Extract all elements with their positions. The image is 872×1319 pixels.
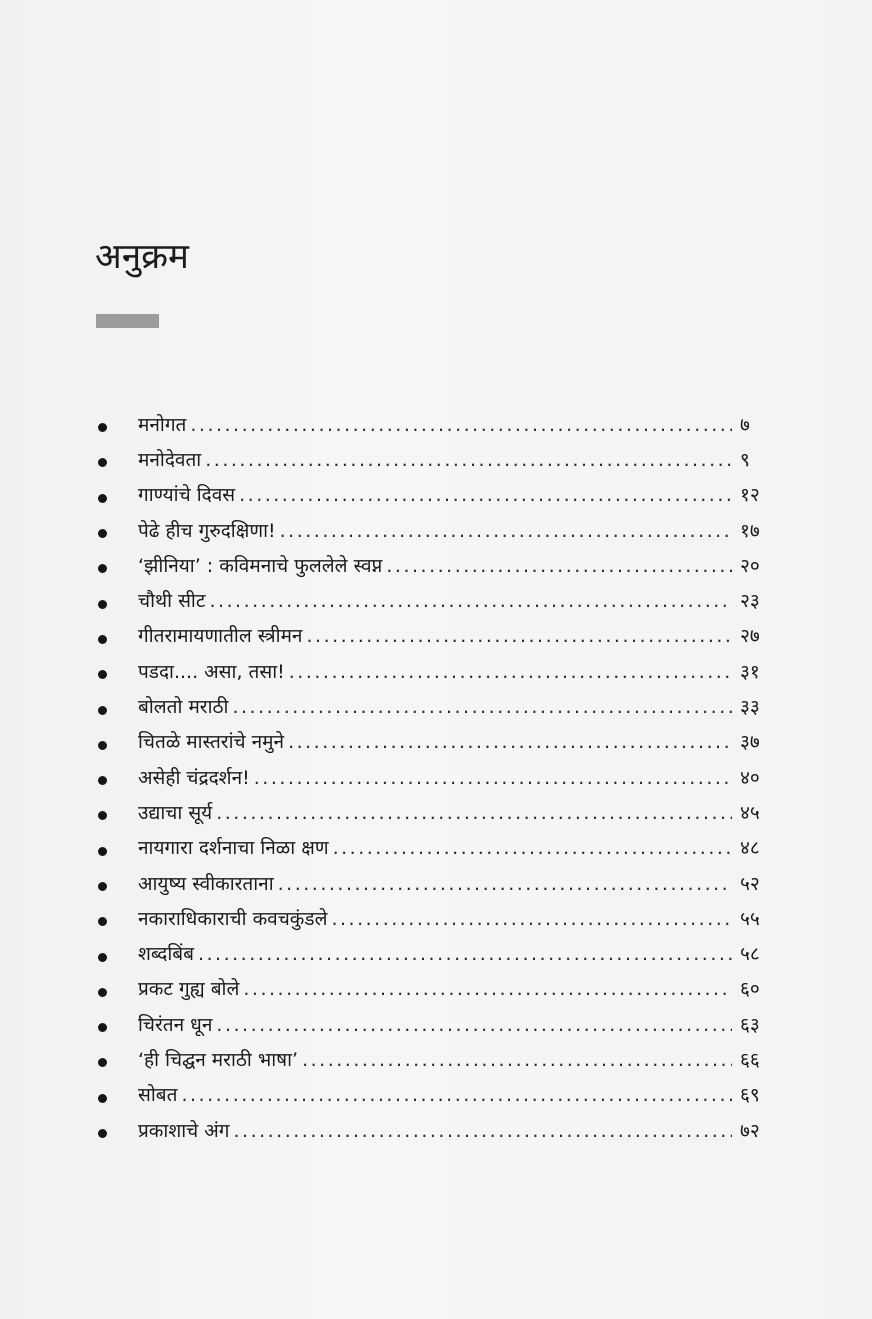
bullet-icon [98,706,107,715]
toc-entry [98,759,768,794]
bullet-icon [98,847,107,856]
toc-entry-page-number: ४० [740,766,760,789]
dot-leader [280,520,732,542]
toc-entry-page-number: ६६ [740,1048,760,1071]
toc-entry-title: बोलतो मराठी [138,696,229,719]
toc-entry-page-number: ७२ [740,1119,760,1142]
dot-leader [289,661,732,683]
bullet-icon [98,494,107,503]
bullet-icon [98,564,107,573]
bullet-icon [98,811,107,820]
toc-entry-title: नकाराधिकाराची कवचकुंडले [138,907,328,930]
toc-entry [98,512,768,547]
bullet-icon [98,458,107,467]
toc-entry-title: आयुष्य स्वीकारताना [138,872,274,895]
toc-entry [98,935,768,970]
toc-entry-title: मनोगत [138,413,187,436]
bullet-icon [98,741,107,750]
toc-entry-title: पडदा.... असा, तसा! [138,660,285,683]
toc-entry-page-number: ६० [740,978,760,1001]
toc-entry-page-number: ५८ [740,943,760,966]
dot-leader [254,767,732,789]
toc-entry-line [138,799,768,825]
table-of-contents [98,406,768,1147]
bullet-icon [98,953,107,962]
toc-entry [98,830,768,865]
toc-entry-line [138,517,768,543]
dot-leader [278,873,732,895]
bullet-icon [98,1058,107,1067]
toc-entry-page-number: ५५ [740,907,760,930]
toc-entry-line [138,764,768,790]
toc-entry [98,1077,768,1112]
toc-entry [98,477,768,512]
bullet-icon [98,423,107,432]
toc-entry [98,1041,768,1076]
dot-leader [205,449,732,471]
toc-entry-page-number: ३३ [740,696,760,719]
toc-entry-line [138,1117,768,1143]
dot-leader [181,1084,732,1106]
dot-leader [233,1120,732,1142]
toc-entry [98,653,768,688]
toc-entry [98,406,768,441]
toc-entry [98,971,768,1006]
page-title: अनुक्रम [95,237,189,277]
toc-entry-page-number: ३७ [740,731,760,754]
toc-entry-line [138,940,768,966]
toc-entry-title: असेही चंद्रदर्शन! [138,766,250,789]
dot-leader [232,696,732,718]
toc-entry [98,794,768,829]
toc-entry-line [138,411,768,437]
toc-entry-line [138,870,768,896]
dot-leader [209,590,732,612]
toc-entry-line [138,905,768,931]
toc-entry-title: शब्दबिंब [138,943,194,966]
dot-leader [306,625,732,647]
toc-entry-line [138,552,768,578]
bullet-icon [98,1023,107,1032]
toc-entry-title: चितळे मास्तरांचे नमुने [138,731,285,754]
bullet-icon [98,882,107,891]
toc-entry-title: उद्याचा सूर्य [138,801,213,824]
toc-entry-page-number: ७ [740,413,750,436]
toc-entry-page-number: ४५ [740,801,760,824]
dot-leader [190,414,732,436]
toc-entry [98,865,768,900]
toc-entry [98,1112,768,1147]
toc-entry-page-number: २७ [740,625,760,648]
toc-entry-line [138,1081,768,1107]
toc-entry-title: ‘झीनिया’ : कविमनाचे फुललेले स्वप्न [138,554,383,577]
toc-entry-line [138,658,768,684]
bullet-icon [98,988,107,997]
bullet-icon [98,1094,107,1103]
toc-entry-title: गीतरामायणातील स्त्रीमन [138,625,303,648]
toc-entry-line [138,481,768,507]
toc-entry [98,688,768,723]
bullet-icon [98,776,107,785]
toc-entry-title: प्रकाशाचे अंग [138,1119,230,1142]
dot-leader [386,555,732,577]
toc-entry-page-number: २३ [740,590,760,613]
toc-entry [98,900,768,935]
toc-entry-page-number: ३१ [740,660,760,683]
toc-entry-line [138,1011,768,1037]
dot-leader [198,943,732,965]
toc-entry-line [138,622,768,648]
toc-entry-title: नायगारा दर्शनाचा निळा क्षण [138,837,329,860]
toc-entry-title: सोबत [138,1084,178,1107]
toc-entry-page-number: ४८ [740,837,760,860]
toc-entry [98,1006,768,1041]
toc-entry-title: मनोदेवता [138,448,202,471]
bullet-icon [98,600,107,609]
toc-entry-line [138,1046,768,1072]
toc-entry-page-number: १२ [740,484,760,507]
toc-entry-title: गाण्यांचे दिवस [138,484,236,507]
bullet-icon [98,1129,107,1138]
toc-entry-line [138,693,768,719]
toc-entry-page-number: ९ [740,448,750,471]
toc-entry-line [138,587,768,613]
toc-entry-line [138,728,768,754]
toc-entry-line [138,834,768,860]
dot-leader [239,484,732,506]
toc-entry-page-number: १७ [740,519,760,542]
toc-entry [98,724,768,759]
bullet-icon [98,529,107,538]
toc-entry-title: प्रकट गुह्य बोले [138,978,240,1001]
toc-entry [98,582,768,617]
toc-entry [98,618,768,653]
toc-entry-page-number: ५२ [740,872,760,895]
dot-leader [288,731,732,753]
toc-entry-title: चौथी सीट [138,590,206,613]
toc-entry-line [138,975,768,1001]
toc-entry-page-number: २० [740,554,760,577]
dot-leader [333,837,732,859]
bullet-icon [98,670,107,679]
dot-leader [243,978,732,1000]
dot-leader [302,1049,732,1071]
dot-leader [216,1014,732,1036]
toc-entry-page-number: ६९ [740,1084,760,1107]
toc-entry [98,441,768,476]
toc-entry-title: चिरंतन धून [138,1013,213,1036]
toc-entry-title: पेढे हीच गुरुदक्षिणा! [138,519,276,542]
bullet-icon [98,635,107,644]
toc-entry-page-number: ६३ [740,1013,760,1036]
toc-entry-line [138,446,768,472]
dot-leader [331,908,732,930]
toc-entry-title: ‘ही चिद्घन मराठी भाषा’ [138,1048,299,1071]
dot-leader [216,802,732,824]
toc-entry [98,547,768,582]
bullet-icon [98,917,107,926]
title-underline-bar [96,314,159,328]
